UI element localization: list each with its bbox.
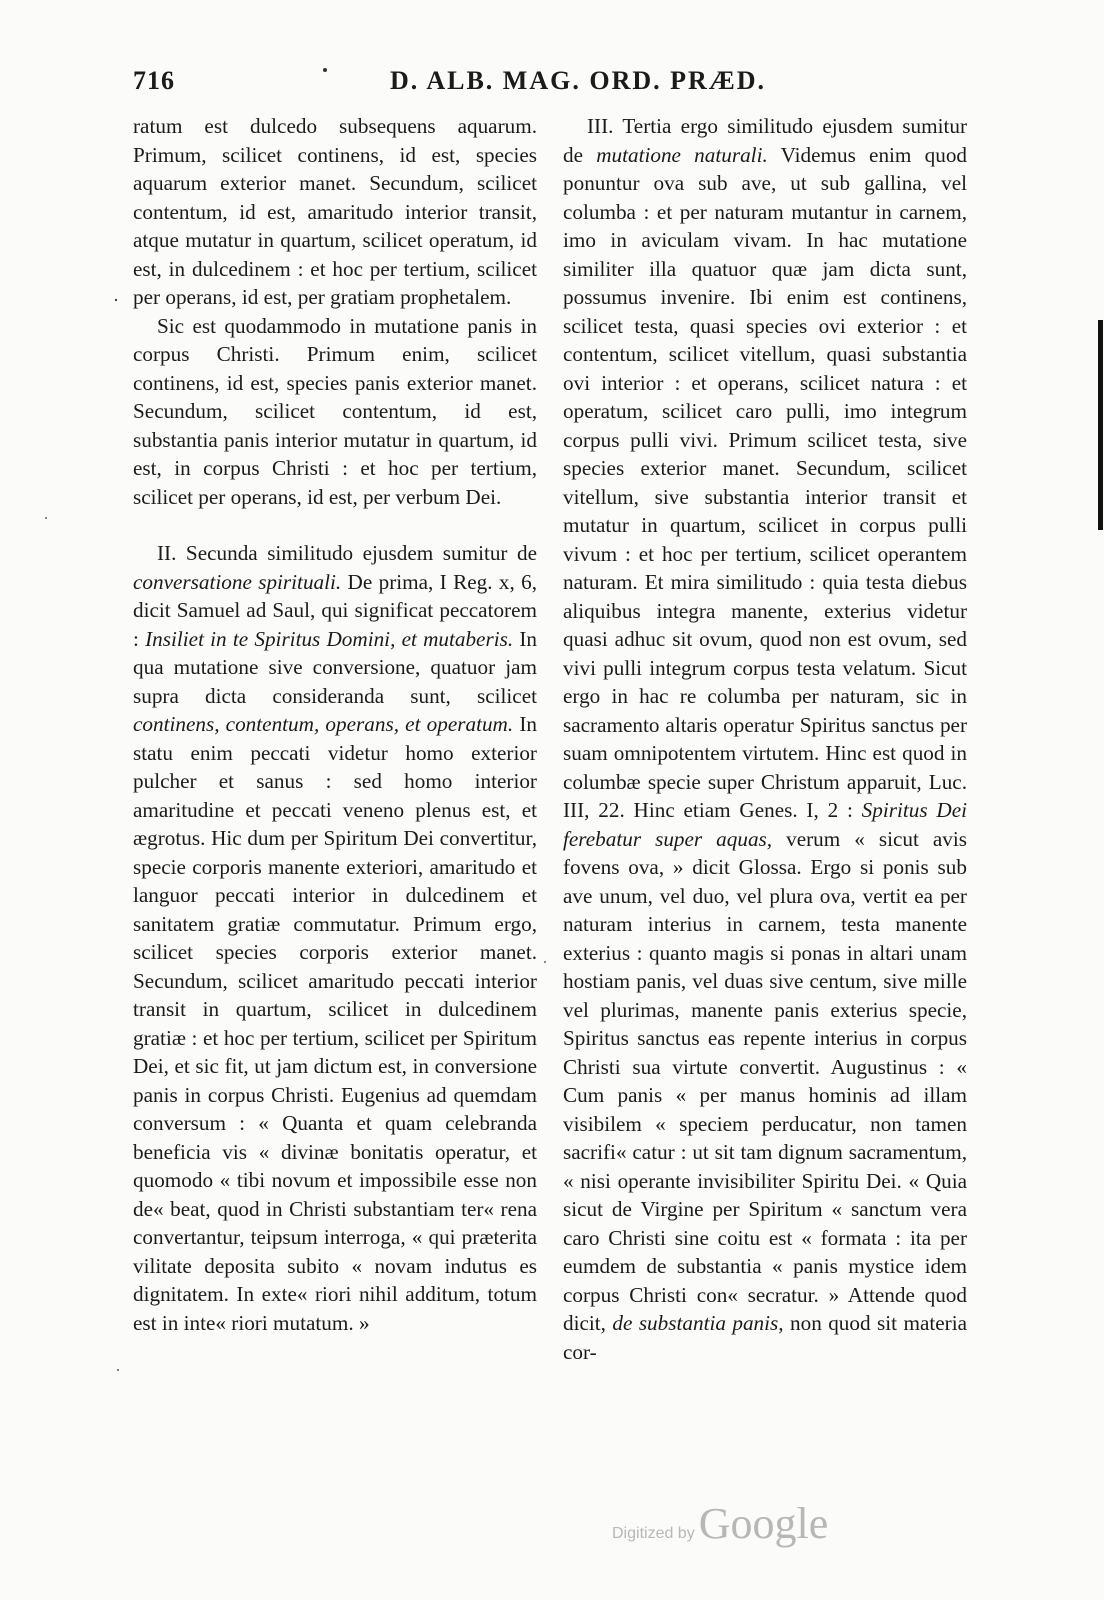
text-run: III. Tertia ergo similitudo ejusdem sumitur de — [563, 114, 967, 167]
text-run: Videmus enim quod ponuntur ova sub ave, ut sub gallina, vel columba : et per naturam mutantur in carnem, imo in aviculam vivam. In hac mutatione similiter illa quatuor quæ jam dicta sunt, possumus invenire. Ibi enim est continens, scilicet testa, quasi species ovi exterior : et contentum, scilicet vitellum, quasi substantia ovi interior : et operans, scilicet natura : et operatum, scilicet caro pulli, imo integrum corpus pulli vivi. Primum scilicet testa, sive species exterior manet. Secundum, scilicet vitellum, sive substantia interior transit et mutatur in quartum, scilicet in corpus pulli vivum : et hoc per tertium, scilicet operantem naturam. Et mira similitudo : quia testa diebus aliquibus integra manente, exterius videtur quasi adhuc sit ovum, quod non est ovum, sed vivi pulli integrum corpus testa velatum. Sicut ergo in hac re columba per naturam, sic in sacramento altaris operatur Spiritus sanctus per suam omnipotentem virtutem. Hinc est quod in columbæ specie super Christum apparuit, Luc. III, 22. Hinc etiam Genes. I, 2 : — [563, 142, 968, 822]
page-edge-mark — [1098, 320, 1103, 530]
text-run: non quod sit materia cor- — [563, 1311, 967, 1364]
speck — [544, 961, 546, 963]
text-run: In qua mutatione sive conversione, quatuor jam supra dicta consideranda sunt, scilicet — [133, 626, 538, 708]
page-number: 716 — [133, 66, 175, 95]
speck — [115, 299, 117, 301]
google-logo: Google — [698, 1499, 829, 1548]
speck — [117, 1369, 119, 1371]
italic-run: de substantia panis, — [612, 1311, 784, 1335]
paragraph: ratum est dulcedo subsequens aquarum. Primum, scilicet continens, id est, species aquarum exterior manet. Secundum, scilicet contentum, id est, amaritudo interior transit, atque mutatur in quartum, scilicet operatum, id est, in dulcedinem : et hoc per tertium, scilicet per operans, id est, per gratiam prophetalem. — [133, 114, 537, 309]
text-run: II. Secunda similitudo ejusdem sumitur de — [157, 541, 537, 565]
italic-run: Insiliet in te Spiritus Domini, et mutaberis. — [145, 626, 514, 651]
italic-run: conversatione spirituali. — [133, 569, 342, 594]
speck — [45, 517, 47, 519]
italic-run: mutatione naturali. — [596, 142, 768, 167]
text-run: De prima, I Reg. x, 6, dicit Samuel ad Saul, qui significat peccatorem : — [133, 569, 537, 651]
digitized-by-label: Digitized by — [612, 1525, 695, 1542]
text-run: In statu enim peccati videtur homo exterior pulcher et sanus : sed homo interior amaritudine et peccati veneno plenus est, et ægrotus. Hic dum per Spiritum Dei convertitur, specie corporis manente exteriori, amaritudo et languor peccati interior in dulcedinem et sanitatem gratiæ commutatur. Primum ergo, scilicet species corporis exterior manet. Secundum, scilicet amaritudo peccati interior transit in quartum, scilicet in dulcedinem gratiæ : et hoc per tertium, scilicet per Spiritum Dei, et sic fit, ut jam dictum est, in conversione panis in corpus Christi. Eugenius ad quemdam conversum : « Quanta et quam celebranda beneficia vis « divinæ bonitatis operatur, et quomodo « tibi novum et impossibile esse non de« beat, quod in Christi substantiam ter« rena convertantur, teipsum interroga, « qui præterita vilitate deposita subito « novam indutus es dignitatem. In exte« riori nihil additum, totum est in inte« riori mutatum. » — [133, 712, 537, 1335]
paragraph: Sic est quodammodo in mutatione panis in corpus Christi. Primum enim, scilicet continens, id est, species panis exterior manet. Secundum, scilicet contentum, id est, substantia panis interior mutatur in quartum, id est, in corpus Christi : et hoc per tertium, scilicet per operans, id est, per verbum Dei. — [133, 313, 537, 509]
italic-run: continens, contentum, operans, et operatum. — [133, 712, 514, 736]
running-head: D. ALB. MAG. ORD. PRÆD. — [390, 66, 767, 95]
speck — [323, 68, 327, 72]
text-run: verum « sicut avis fovens ova, » dicit Glossa. Ergo si ponis sub ave unum, vel duo, vel plura ova, vertit ea per naturam interius in carnem, testa manente exterius : quanto magis si ponas in altari unam hostiam panis, vel duas sive centum, sive mille vel plurimas, manente panis exterius specie, Spiritus sanctus eas repente interius in corpus Christi sua virtute convertit. Augustinus : « Cum panis « per manus hominis ad illam visibilem « speciem perducatur, non tamen sacrifi« catur : ut sit tam dignum sacramentum, « nisi operante invisibiliter Spiritu Dei. « Quia sicut de Virgine per Spiritum « sanctum vera caro Christi sine coitu est « formata : ita per eumdem de substantia « panis mystice idem corpus Christi con« secratur. » Attende quod dicit, — [563, 826, 967, 1335]
italic-run: Spiritus Dei ferebatur super aquas, — [563, 798, 967, 851]
